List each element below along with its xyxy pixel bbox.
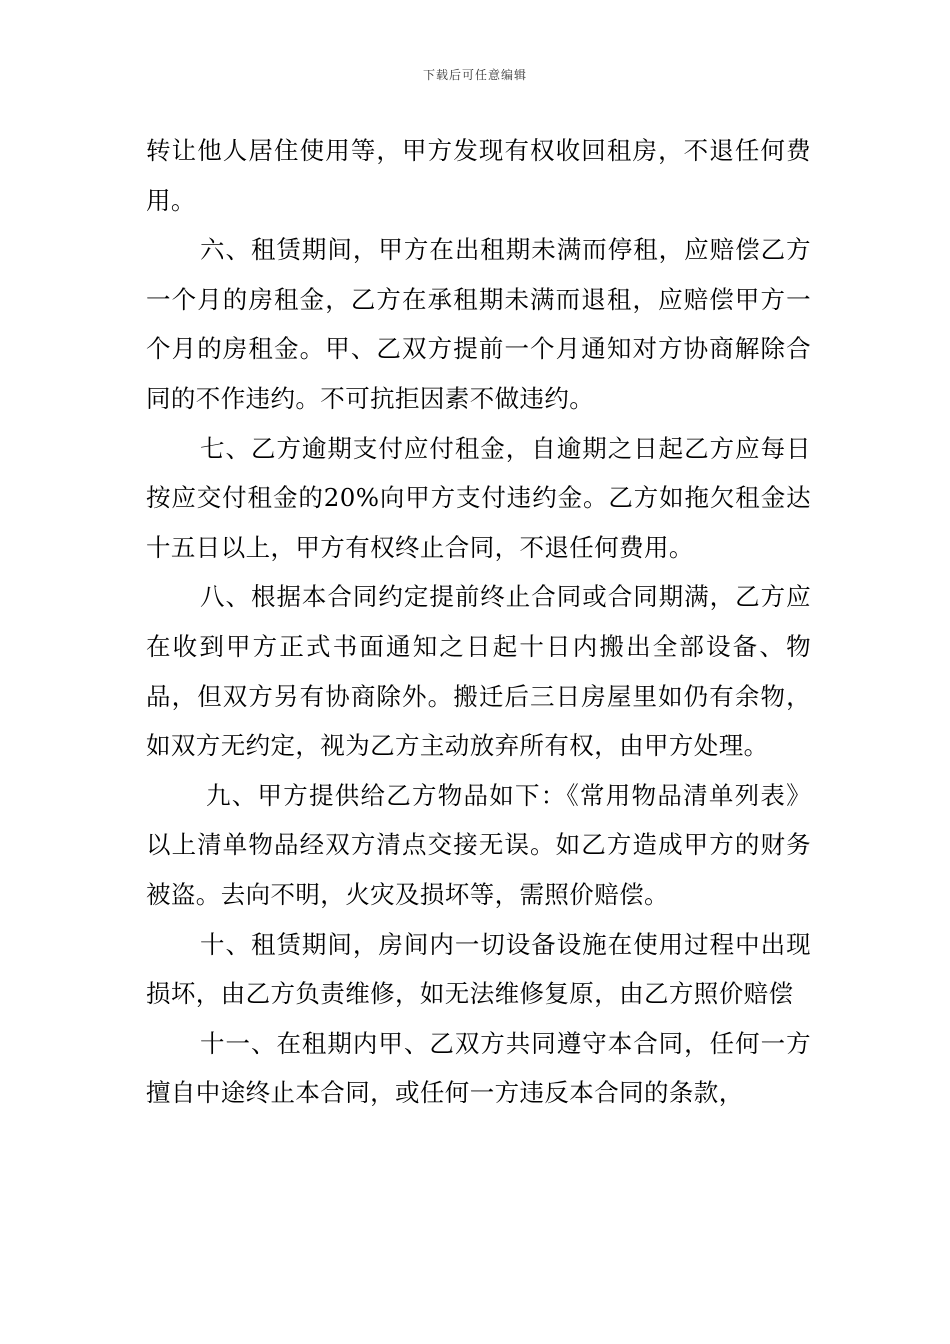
clause-8: 八、根据本合同约定提前终止合同或合同期满，乙方应在收到甲方正式书面通知之日起十日内搬出全部设备、物品，但双方另有协商除外。搬迁后三日房屋里如仍有余物，如双方无约定，视为乙方主动放弃所有权，由甲方处理。 <box>146 582 811 761</box>
clause-11: 十一、在租期内甲、乙双方共同遵守本合同，任何一方擅自中途终止本合同，或任何一方违反本合同的条款， <box>146 1028 811 1108</box>
clause-7: 七、乙方逾期支付应付租金，自逾期之日起乙方应每日按应交付租金的20%向甲方支付违约金。乙方如拖欠租金达十五日以上，甲方有权终止合同，不退任何费用。 <box>146 433 811 562</box>
page-header: 下载后可任意编辑 <box>422 68 527 82</box>
clause-10: 十、租赁期间，房间内一切设备设施在使用过程中出现损坏，由乙方负责维修，如无法维修复原，由乙方照价赔偿 <box>146 929 811 1009</box>
paragraph-continuation: 转让他人居住使用等，甲方发现有权收回租房，不退任何费用。 <box>146 136 811 215</box>
clause-9: 九、甲方提供给乙方物品如下：《常用物品清单列表》以上清单物品经双方清点交接无误。如乙方造成甲方的财务被盗。去向不明，火灾及损坏等，需照价赔偿。 <box>146 780 811 909</box>
document-body <box>146 126 811 1118</box>
clause-6: 六、租赁期间，甲方在出租期未满而停租，应赔偿乙方一个月的房租金，乙方在承租期未满而退租，应赔偿甲方一个月的房租金。甲、乙双方提前一个月通知对方协商解除合同的不作违约。不可抗拒因素不做违约。 <box>146 235 811 413</box>
